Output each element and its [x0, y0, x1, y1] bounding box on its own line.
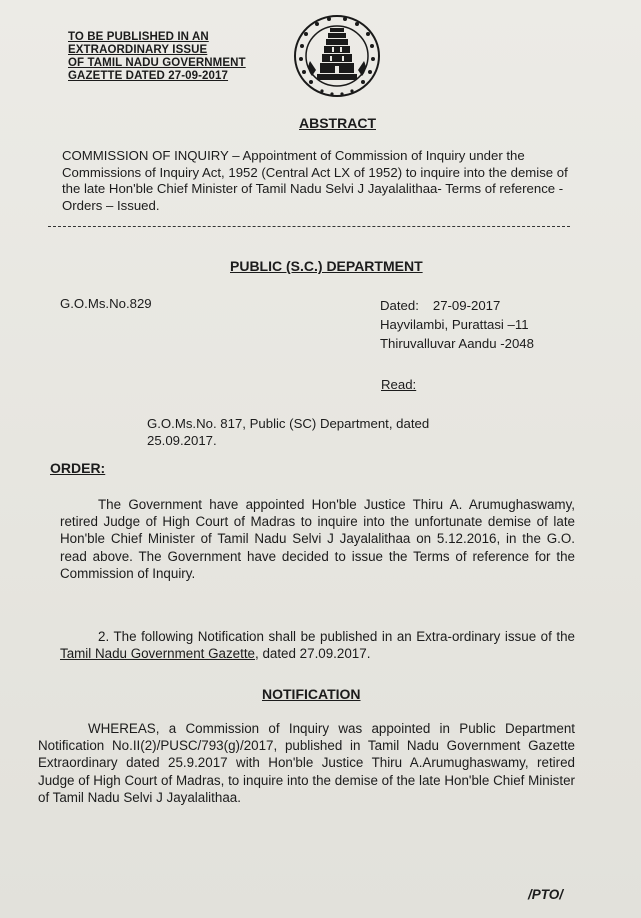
gazette-name: Tamil Nadu Government Gazette [60, 646, 255, 662]
order-heading: ORDER: [50, 460, 106, 476]
go-number: G.O.Ms.No.829 [60, 296, 152, 311]
dashed-divider [48, 226, 570, 227]
publication-note-line: TO BE PUBLISHED IN AN [68, 31, 209, 43]
publication-note-line: GAZETTE DATED 27-09-2017 [68, 70, 229, 82]
notification-paragraph: WHEREAS, a Commission of Inquiry was appointed in Public Department Notification No.II(2)/PUSC/793(g)/2017, published in Tamil Nadu Government Gazette Extraordinary dated 25.9.2017 with Hon'ble Justice Thiru A.Arumughaswamy, retired Judge of High Court of Madras, to inquire into the demise of the late Hon'ble Chief Minister of Tamil Nadu Selvi J Jayalalithaa. [38, 721, 575, 805]
publication-note [68, 31, 268, 83]
publication-note-line: EXTRAORDINARY ISSUE [68, 44, 208, 56]
tamil-date: Hayvilambi, Purattasi –11 [380, 317, 529, 332]
abstract-text: COMMISSION OF INQUIRY – Appointment of Commission of Inquiry under the Commissions of Inquiry Act, 1952 (Central Act LX of 1952) to inquire into the demise of the late Hon'ble Chief Minister of Tamil Nadu Selvi J Jayalalithaa- Terms of reference - Orders – Issued. [62, 148, 568, 213]
date-block [380, 296, 534, 353]
dated-value: 27-09-2017 [432, 298, 501, 313]
order-paragraph-2: 2. The following Notification shall be published in an Extra-ordinary issue of the Tamil Nadu Government Gazette, dated 27.09.2017. [60, 629, 575, 662]
order-paragraph-1: The Government have appointed Hon'ble Justice Thiru A. Arumughaswamy, retired Judge of High Court of Madras to inquire into the unfortunate demise of late Hon'ble Chief Minister of Tamil Nadu Selvi J Jayalalithaa on 5.12.2016, in the G.O. read above. The Government have decided to issue the Terms of reference for the Commission of Inquiry. [60, 497, 575, 581]
tamil-nadu-emblem-icon [292, 14, 382, 98]
thiruvalluvar-date: Thiruvalluvar Aandu -2048 [380, 336, 534, 351]
pto-marker: /PTO/ [528, 887, 564, 902]
read-label: Read: [381, 377, 417, 392]
publication-note-line: OF TAMIL NADU GOVERNMENT [68, 57, 246, 69]
dated-label: Dated: [380, 298, 419, 313]
notification-heading: NOTIFICATION [262, 686, 361, 702]
abstract-heading: ABSTRACT [299, 115, 376, 131]
department-heading: PUBLIC (S.C.) DEPARTMENT [230, 258, 423, 274]
dated-line [380, 296, 534, 315]
reference-text: G.O.Ms.No. 817, Public (SC) Department, dated 25.09.2017. [147, 416, 430, 448]
